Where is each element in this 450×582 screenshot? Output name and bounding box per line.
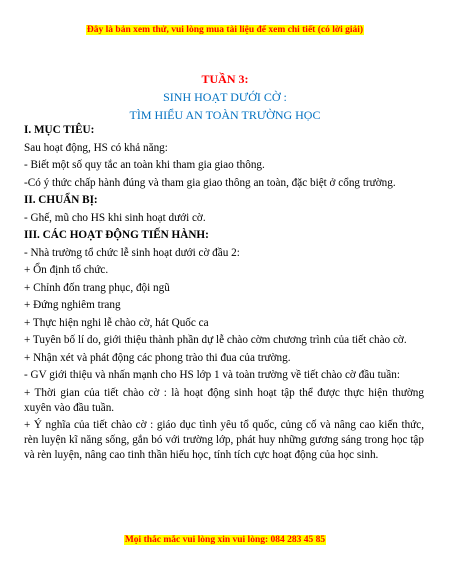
week-title: TUẦN 3:: [201, 72, 249, 86]
body-line: + Thời gian của tiết chào cờ : là hoạt động sinh hoạt tập thể được thực hiện thường xuyên vào đầu tuần.: [24, 386, 424, 414]
document-body: [24, 123, 424, 466]
section-heading-preparation: II. CHUẨN BỊ:: [24, 194, 98, 206]
body-line: + Ý nghĩa của tiết chào cờ : giáo dục tình yêu tổ quốc, củng cố và nâng cao kiến thức, rèn luyện kĩ năng sống, gắn bó với trường lớp, phát huy những gương sáng trong học tập và rèn luyện, nâng cao tinh thần hiếu học, tính tích cực hoạt động của học sinh.: [24, 419, 424, 461]
body-line: + Nhận xét và phát động các phong trào thi đua của trường.: [24, 351, 291, 364]
section-heading-objectives: I. MỤC TIÊU:: [24, 124, 95, 136]
body-line: - Nhà trường tổ chức lễ sinh hoạt dưới cờ đầu 2:: [24, 246, 240, 259]
body-line: + Ổn định tổ chức.: [24, 264, 109, 276]
activity-title: SINH HOẠT DƯỚI CỜ :: [163, 90, 287, 104]
contact-banner: [0, 535, 450, 545]
section-heading-activities: III. CÁC HOẠT ĐỘNG TIẾN HÀNH:: [24, 229, 209, 241]
body-line: - Biết một số quy tắc an toàn khi tham gia giao thông.: [24, 159, 265, 171]
contact-text: Mọi thắc mắc vui lòng xin vui lòng: 084 283 45 85: [124, 535, 326, 545]
body-line: + Đứng nghiêm trang: [24, 299, 121, 311]
preview-notice-text: Đây là bản xem thử, vui lòng mua tài liệu để xem chi tiết (có lời giải): [86, 25, 364, 35]
preview-notice-banner: [0, 25, 450, 35]
body-line: -Có ý thức chấp hành đúng và tham gia giao thông an toàn, đặc biệt ở cổng trường.: [24, 176, 396, 189]
body-line: + Chỉnh đốn trang phục, đội ngũ: [24, 281, 170, 294]
body-line: + Thực hiện nghi lễ chào cờ, hát Quốc ca: [24, 316, 209, 329]
body-line: - GV giới thiệu và nhấn mạnh cho HS lớp 1 và toàn trường về tiết chào cờ đầu tuần:: [24, 369, 400, 381]
body-line: + Tuyên bố lí do, giới thiệu thành phần dự lễ chào cờm chương trình của tiết chào cờ.: [24, 334, 407, 346]
body-line: Sau hoạt động, HS có khả năng:: [24, 141, 168, 154]
topic-title: TÌM HIỂU AN TOÀN TRƯỜNG HỌC: [129, 108, 321, 122]
body-line: - Ghế, mũ cho HS khi sinh hoạt dưới cờ.: [24, 211, 206, 224]
